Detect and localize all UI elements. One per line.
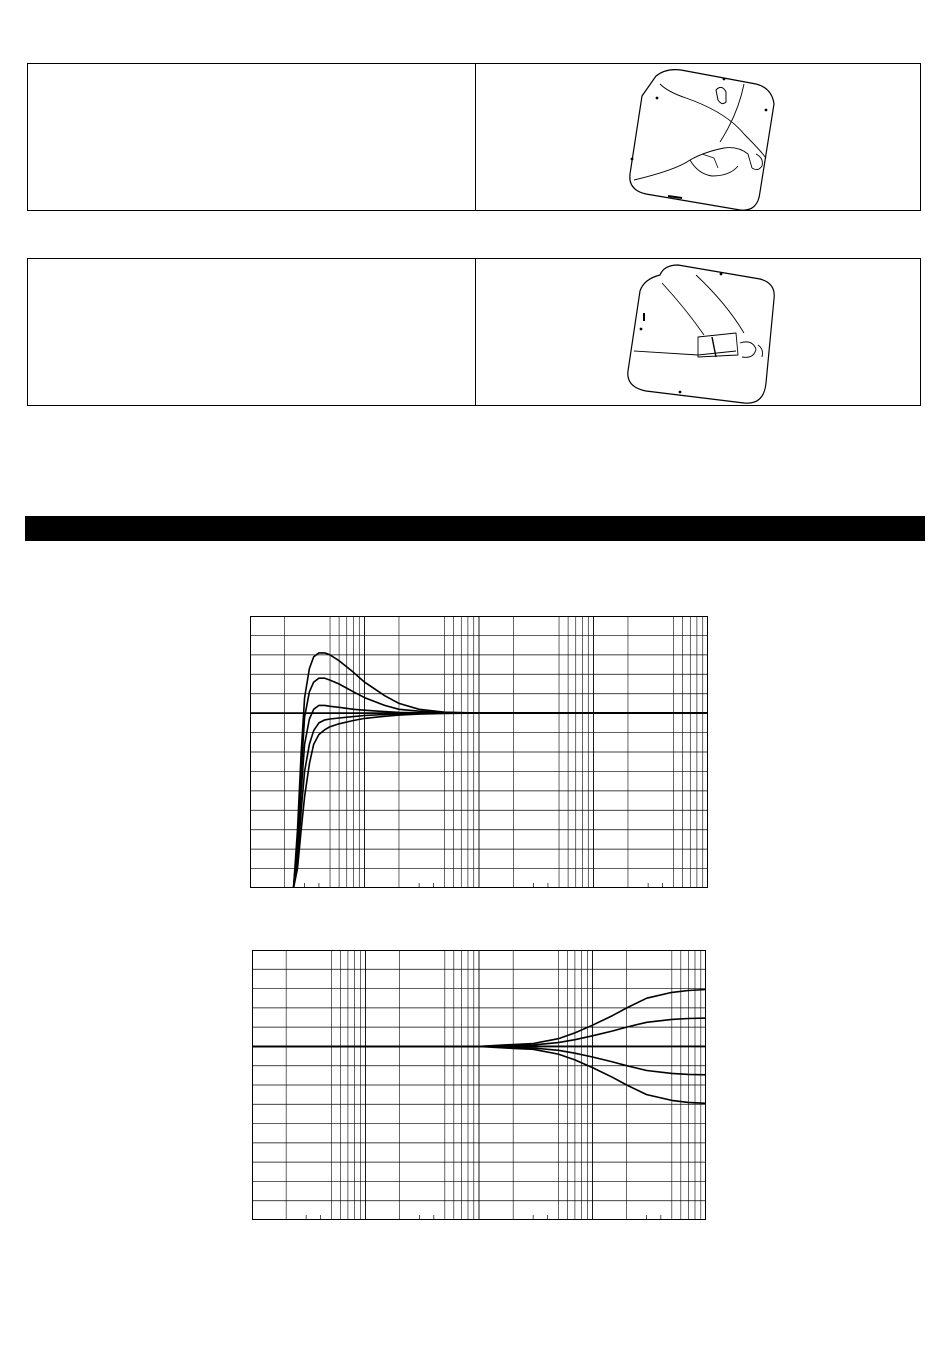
spec-box-2-image-cell: [476, 259, 920, 405]
spec-box-1-image-cell: [476, 64, 920, 210]
spec-box-1-text-cell: [28, 64, 476, 210]
response-curve: [294, 653, 709, 888]
response-curve: [294, 713, 709, 888]
response-curve: [294, 713, 709, 888]
spec-box-2-text-cell: [28, 259, 476, 405]
horn-view-vertical: [476, 64, 922, 210]
horn-view-horizontal: [476, 259, 922, 405]
frequency-response-chart-high: [252, 950, 706, 1220]
spec-box-1: [27, 63, 921, 211]
frequency-response-chart-low: [250, 616, 708, 888]
spec-box-2: [27, 258, 921, 406]
section-header-bar: [25, 516, 925, 541]
